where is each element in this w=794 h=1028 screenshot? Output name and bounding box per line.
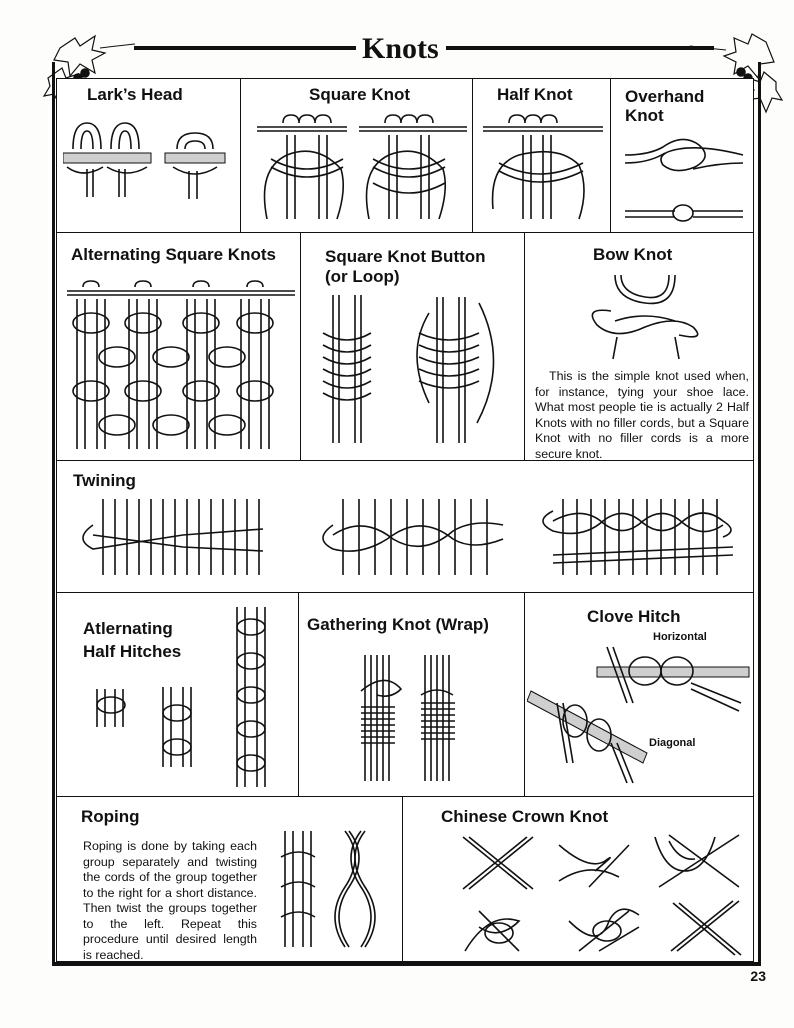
- clove-hitch-horizontal-label: Horizontal: [653, 631, 707, 643]
- overhand-title-2: Knot: [625, 106, 664, 125]
- page-title: Knots: [362, 32, 439, 65]
- cell-roping: [56, 796, 404, 962]
- twining-title: Twining: [73, 471, 136, 490]
- alternating-square-title: Alternating Square Knots: [71, 245, 276, 264]
- cell-bow-knot: [524, 232, 754, 462]
- clove-hitch-title: Clove Hitch: [587, 607, 681, 626]
- page-number: 23: [750, 968, 766, 984]
- clove-hitch-diagonal-label: Diagonal: [649, 737, 696, 749]
- roping-text: Roping is done by taking each group separately and twisting the cords of the group together to the right for a short distance. Then twist the groups together to the left. Repeat this procedure until desired length is reached.: [83, 839, 257, 962]
- square-button-title-2: (or Loop): [325, 267, 400, 286]
- chinese-crown-title: Chinese Crown Knot: [441, 807, 609, 826]
- cell-clove-hitch: [524, 592, 754, 798]
- alt-half-hitches-title-2: Half Hitches: [83, 642, 182, 661]
- roping-title: Roping: [81, 807, 140, 826]
- gathering-knot-illustration: [325, 651, 505, 791]
- cell-larks-head: [56, 78, 242, 233]
- cell-chinese-crown: [402, 796, 754, 962]
- cell-square-knot-button: [300, 232, 526, 462]
- square-knot-illustration: [247, 109, 471, 229]
- cell-half-knot: [472, 78, 612, 233]
- alternating-square-illustration: [63, 279, 299, 459]
- alt-half-hitches-illustration: [87, 597, 287, 797]
- cell-square-knot: [240, 78, 474, 233]
- clove-hitch-illustration: [527, 643, 753, 793]
- larks-head-title: Lark’s Head: [87, 85, 183, 104]
- gathering-knot-title: Gathering Knot (Wrap): [307, 615, 489, 634]
- overhand-illustration: [619, 131, 749, 231]
- title-rule-left: [134, 46, 356, 50]
- square-knot-title: Square Knot: [309, 85, 411, 104]
- square-button-illustration: [309, 293, 519, 453]
- chinese-crown-illustration: [409, 831, 749, 959]
- overhand-title-1: Overhand: [625, 87, 705, 106]
- title-rule-right: [446, 46, 714, 50]
- roping-illustration: [275, 827, 395, 957]
- alt-half-hitches-title-1: Atlernating: [83, 619, 173, 638]
- twining-illustration: [63, 495, 747, 585]
- bow-knot-illustration: [575, 271, 715, 361]
- cell-overhand-knot: [610, 78, 754, 233]
- half-knot-illustration: [479, 109, 609, 229]
- cell-alternating-square: [56, 232, 302, 462]
- bow-knot-title: Bow Knot: [593, 245, 673, 264]
- half-knot-title: Half Knot: [497, 85, 573, 104]
- cell-alt-half-hitches: [56, 592, 300, 798]
- cell-twining: [56, 460, 754, 594]
- cell-gathering-knot: [298, 592, 526, 798]
- larks-head-illustration: [63, 119, 233, 219]
- square-button-title-1: Square Knot Button: [325, 247, 486, 266]
- bow-knot-text: This is the simple knot used when, for instance, tying your shoe lace. What most people tie is actually 2 Half Knots with no filler cords, but a Square Knot with no filler cords is a more secure knot.: [535, 369, 749, 461]
